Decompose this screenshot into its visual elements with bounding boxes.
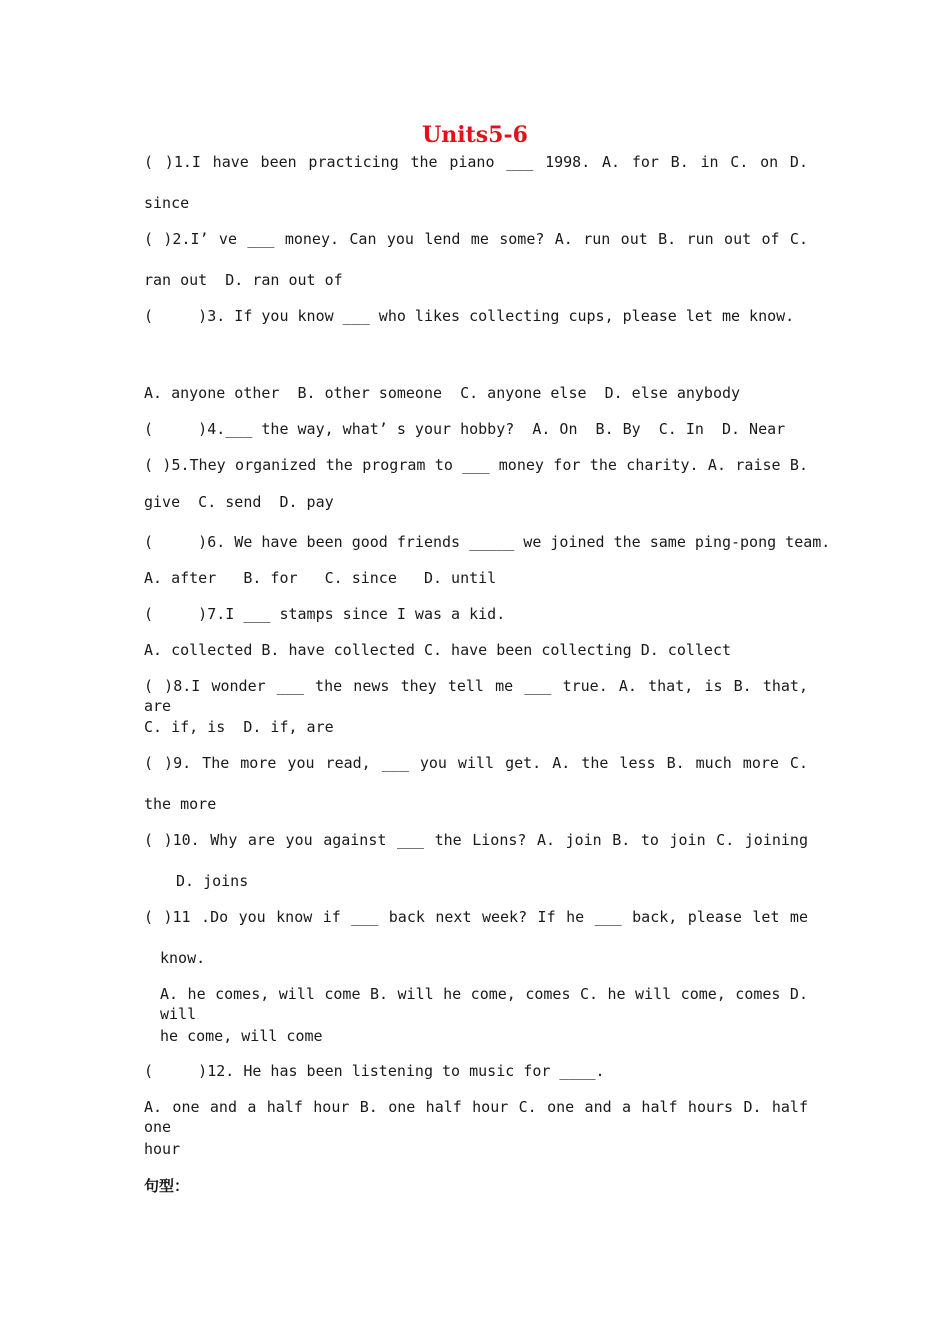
question-line: know. — [160, 949, 206, 967]
question-line: A. one and a half hour B. one half hour C. one and a half hours D. half one — [144, 1098, 808, 1136]
question-line: A. he comes, will come B. will he come, comes C. he will come, comes D. will — [160, 985, 808, 1023]
question-line: A. collected B. have collected C. have been collecting D. collect — [144, 641, 731, 659]
question-line: ( )7.I ___ stamps since I was a kid. — [144, 605, 506, 623]
question-line: ( )11 .Do you know if ___ back next week? If he ___ back, please let me — [144, 908, 808, 926]
question-line: ( )3. If you know ___ who likes collecting cups, please let me know. — [144, 307, 795, 325]
question-line: give C. send D. pay — [144, 493, 334, 511]
question-line: ( )10. Why are you against ___ the Lions? A. join B. to join C. joining — [144, 831, 808, 849]
question-line: ( )6. We have been good friends _____ we joined the same ping-pong team. — [144, 533, 831, 551]
question-line: ( )5.They organized the program to ___ money for the charity. A. raise B. — [144, 456, 808, 474]
question-line: hour — [144, 1140, 181, 1158]
question-line: ( )1.I have been practicing the piano ___ 1998. A. for B. in C. on D. — [144, 153, 808, 171]
question-line: D. joins — [176, 872, 249, 890]
question-line: C. if, is D. if, are — [144, 718, 334, 736]
question-line: ( )9. The more you read, ___ you will get. A. the less B. much more C. — [144, 754, 808, 772]
question-line: A. after B. for C. since D. until — [144, 569, 497, 587]
question-line: he come, will come — [160, 1027, 323, 1045]
question-line: since — [144, 194, 190, 212]
question-line: ( )8.I wonder ___ the news they tell me ___ true. A. that, is B. that, are — [144, 677, 808, 715]
question-line: ( )2.I’ ve ___ money. Can you lend me some? A. run out B. run out of C. — [144, 230, 808, 248]
question-line: A. anyone other B. other someone C. anyone else D. else anybody — [144, 384, 741, 402]
page-title: Units5-6 — [422, 122, 528, 148]
section-heading: 句型： — [144, 1177, 190, 1195]
question-line: ( )12. He has been listening to music for ____. — [144, 1062, 605, 1080]
question-line: ran out D. ran out of — [144, 271, 343, 289]
question-line: the more — [144, 795, 217, 813]
question-line: ( )4.___ the way, what’ s your hobby? A. On B. By C. In D. Near — [144, 420, 786, 438]
